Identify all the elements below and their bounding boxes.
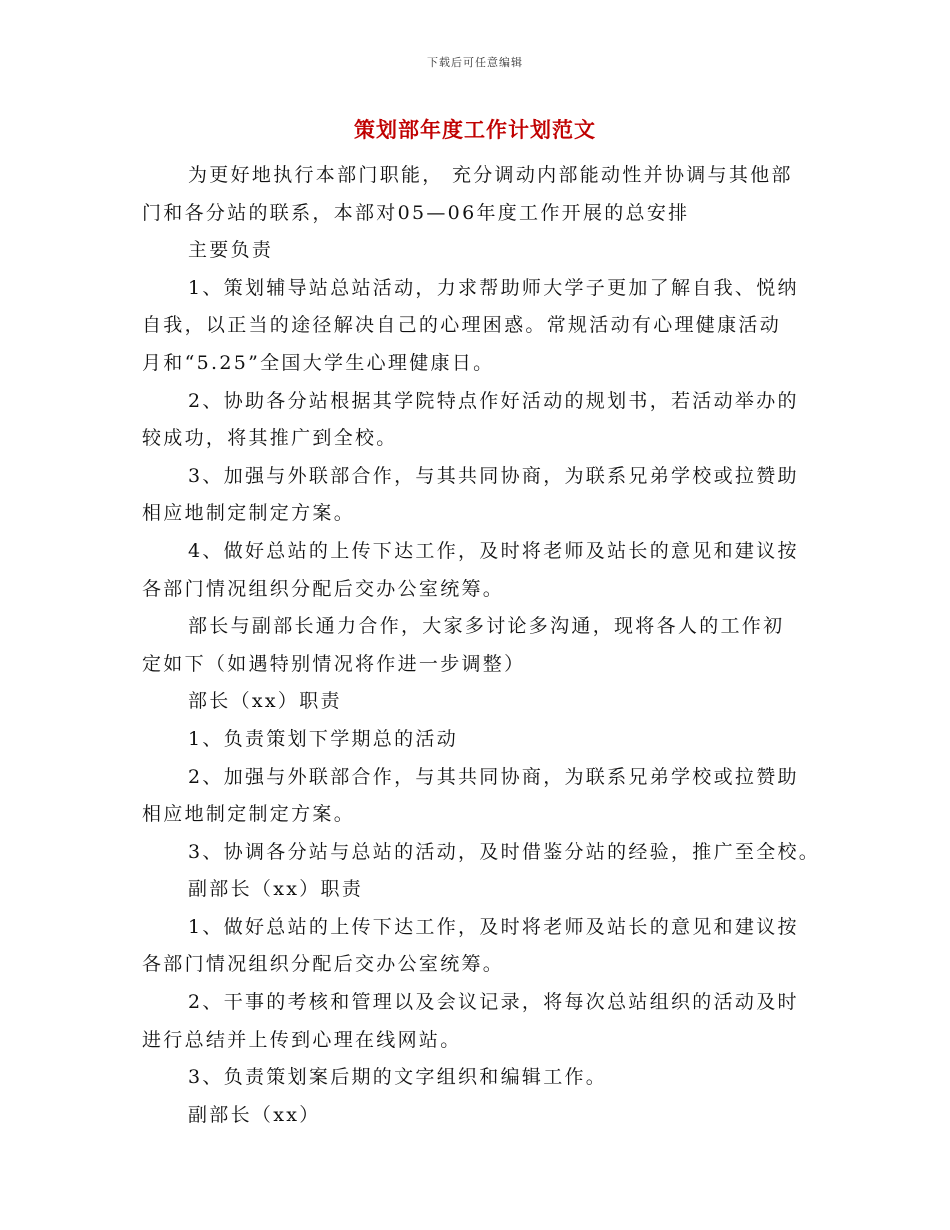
body-text-line: 3、加强与外联部合作，与其共同协商，为联系兄弟学校或拉赞助 xyxy=(188,464,799,487)
body-text-line: 3、协调各分站与总站的活动，及时借鉴分站的经验，推广至全校。 xyxy=(188,840,821,863)
body-text-line: 3、负责策划案后期的文字组织和编辑工作。 xyxy=(188,1066,608,1089)
body-text-line: 副部长（xx） xyxy=(188,1103,321,1126)
body-text-line: 部长与副部长通力合作，大家多讨论多沟通，现将各人的工作初 xyxy=(188,615,785,638)
body-text-line: 1、做好总站的上传下达工作，及时将老师及站长的意见和建议按 xyxy=(188,915,799,938)
body-text-line: 2、加强与外联部合作，与其共同协商，为联系兄弟学校或拉赞助 xyxy=(188,765,799,788)
body-text-line: 2、协助各分站根据其学院特点作好活动的规划书，若活动举办的 xyxy=(188,389,799,412)
body-text-line: 定如下（如遇特别情况将作进一步调整） xyxy=(142,652,526,675)
page-header-note: 下载后可任意编辑 xyxy=(427,56,523,69)
document-body xyxy=(142,157,832,1134)
body-text-line: 较成功，将其推广到全校。 xyxy=(142,427,398,450)
body-text-line: 各部门情况组织分配后交办公室统筹。 xyxy=(142,577,505,600)
body-text-line: 主要负责 xyxy=(188,239,274,262)
body-text-line: 各部门情况组织分配后交办公室统筹。 xyxy=(142,953,505,976)
body-text-line: 相应地制定制定方案。 xyxy=(142,803,356,826)
body-text-line: 自我，以正当的途径解决自己的心理困惑。常规活动有心理健康活动 xyxy=(142,314,782,337)
document-title: 策划部年度工作计划范文 xyxy=(354,117,596,142)
body-text-line: 4、做好总站的上传下达工作，及时将老师及站长的意见和建议按 xyxy=(188,539,799,562)
body-text-line: 部长（xx）职责 xyxy=(188,690,342,713)
body-text-line: 相应地制定制定方案。 xyxy=(142,502,356,525)
body-text-line: 1、负责策划下学期总的活动 xyxy=(188,727,458,750)
body-text-line: 为更好地执行本部门职能， 充分调动内部能动性并协调与其他部 xyxy=(188,164,793,186)
body-text-line: 门和各分站的联系，本部对05—06年度工作开展的总安排 xyxy=(142,201,690,224)
body-text-line: 月和“5.25”全国大学生心理健康日。 xyxy=(142,351,495,374)
body-text-line: 2、干事的考核和管理以及会议记录，将每次总站组织的活动及时 xyxy=(188,991,799,1014)
body-text-line: 进行总结并上传到心理在线网站。 xyxy=(142,1028,462,1051)
body-text-line: 副部长（xx）职责 xyxy=(188,878,364,901)
body-text-line: 1、策划辅导站总站活动，力求帮助师大学子更加了解自我、悦纳 xyxy=(188,276,799,299)
